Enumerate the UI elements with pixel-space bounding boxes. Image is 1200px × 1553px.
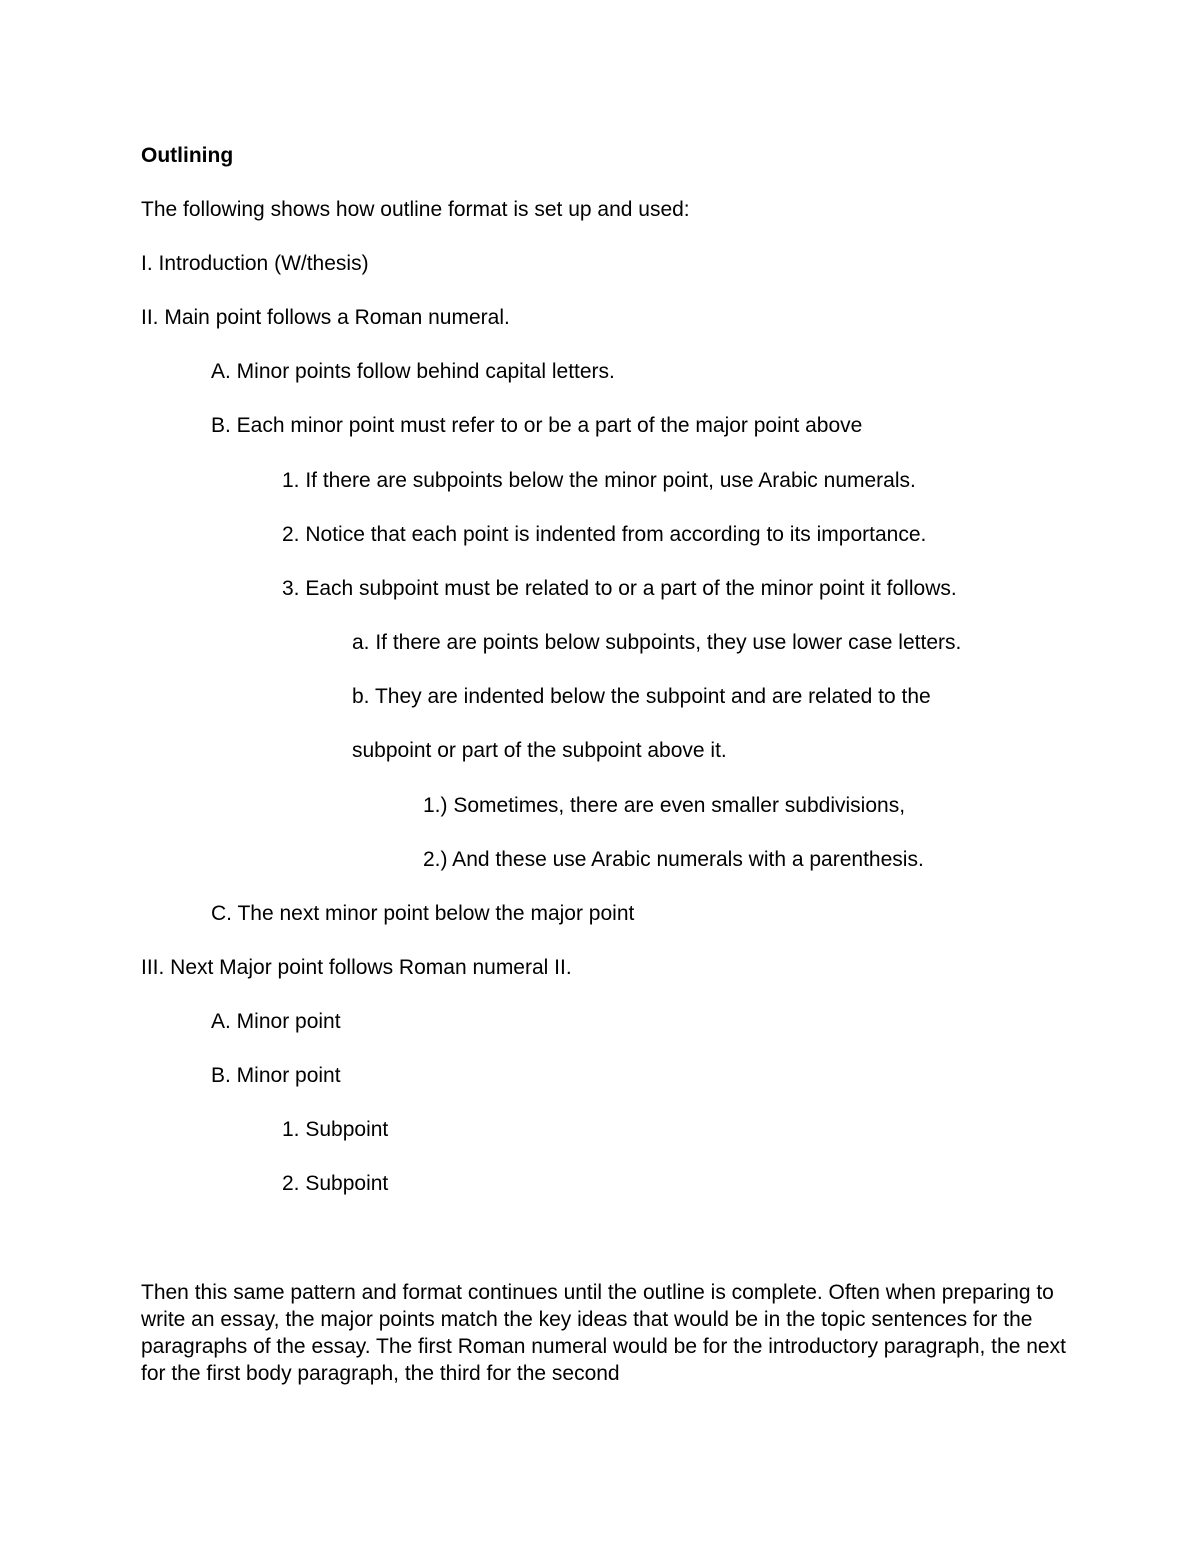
outline-item-subpoint-2: 2. Notice that each point is indented from according to its importance. <box>282 523 927 546</box>
outline-item-subpoint-2-2: 2. Subpoint <box>282 1172 389 1195</box>
closing-paragraph: Then this same pattern and format continues until the outline is complete. Often when preparing to write an essay, the major points match the key ideas that would be in the topic sentences for the paragraphs of the essay. The first Roman numeral would be for the introductory paragraph, the next for the first body paragraph, the third for the second <box>141 1281 1066 1385</box>
outline-item-lower-b-continued: subpoint or part of the subpoint above it. <box>352 739 727 762</box>
outline-item-lower-a: a. If there are points below subpoints, they use lower case letters. <box>352 631 962 654</box>
intro-sentence: The following shows how outline format is set up and used: <box>141 198 690 221</box>
outline-item-minor-b-2: B. Minor point <box>211 1064 341 1087</box>
outline-item-major-3: III. Next Major point follows Roman numeral II. <box>141 956 572 979</box>
outline-item-subpoint-1: 1. If there are subpoints below the minor point, use Arabic numerals. <box>282 469 916 492</box>
outline-item-subpoint-1-2: 1. Subpoint <box>282 1118 389 1141</box>
document-title: Outlining <box>141 144 234 167</box>
outline-item-subpoint-3: 3. Each subpoint must be related to or a part of the minor point it follows. <box>282 577 957 600</box>
outline-item-minor-c: C. The next minor point below the major point <box>211 902 635 925</box>
outline-item-lower-b: b. They are indented below the subpoint and are related to the <box>352 685 931 708</box>
outline-item-paren-2: 2.) And these use Arabic numerals with a parenthesis. <box>423 848 924 871</box>
outline-item-minor-a: A. Minor points follow behind capital letters. <box>211 360 615 383</box>
outline-item-minor-a-2: A. Minor point <box>211 1010 341 1033</box>
outline-item-paren-1: 1.) Sometimes, there are even smaller subdivisions, <box>423 794 906 817</box>
outline-item-major-1: I. Introduction (W/thesis) <box>141 252 369 275</box>
outline-item-minor-b: B. Each minor point must refer to or be a part of the major point above <box>211 414 863 437</box>
outline-item-major-2: II. Main point follows a Roman numeral. <box>141 306 510 329</box>
